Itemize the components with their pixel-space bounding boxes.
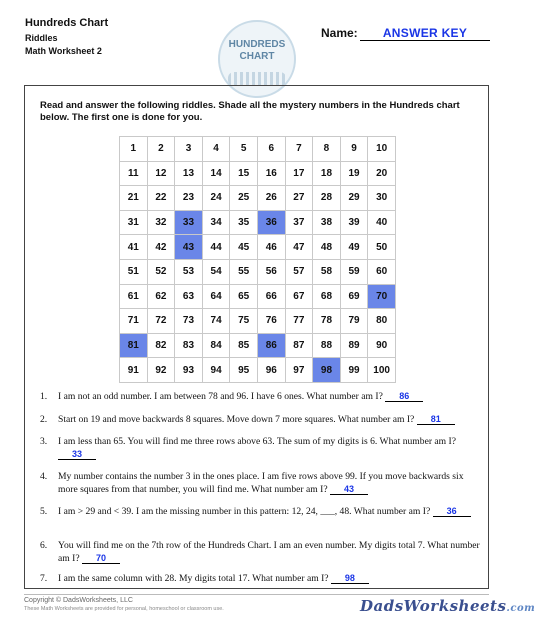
riddle-item: [40, 414, 480, 427]
grid-row: [120, 358, 396, 383]
name-label: Name:: [321, 26, 358, 40]
grid-cell-25[interactable]: 25: [230, 186, 258, 211]
grid-cell-17[interactable]: 17: [285, 161, 313, 186]
grid-cell-94[interactable]: 94: [202, 358, 230, 383]
answer-field[interactable]: 70: [82, 553, 120, 564]
riddle-text: I am not an odd number. I am between 78 and 96. I have 6 ones. What number am I?: [58, 391, 383, 402]
riddle-number: 5.: [40, 506, 48, 517]
riddle-text: You will find me on the 7th row of the Hundreds Chart. I am an even number. My digits total 7. What number am I?: [58, 540, 480, 564]
grid-cell-46[interactable]: 46: [257, 235, 285, 260]
grid-cell-85[interactable]: 85: [230, 333, 258, 358]
grid-cell-15[interactable]: 15: [230, 161, 258, 186]
riddle-item: [40, 471, 480, 496]
grid-cell-28[interactable]: 28: [313, 186, 341, 211]
grid-cell-81[interactable]: 81: [120, 333, 148, 358]
grid-row: [120, 259, 396, 284]
grid-cell-74[interactable]: 74: [202, 309, 230, 334]
grid-cell-76[interactable]: 76: [257, 309, 285, 334]
grid-cell-29[interactable]: 29: [340, 186, 368, 211]
answer-field[interactable]: 36: [433, 506, 471, 517]
grid-cell-42[interactable]: 42: [147, 235, 175, 260]
grid-cell-40[interactable]: 40: [368, 210, 396, 235]
grid-cell-53[interactable]: 53: [175, 259, 203, 284]
grid-cell-77[interactable]: 77: [285, 309, 313, 334]
grid-cell-3[interactable]: 3: [175, 137, 203, 162]
grid-cell-16[interactable]: 16: [257, 161, 285, 186]
grid-cell-11[interactable]: 11: [120, 161, 148, 186]
grid-row: [120, 186, 396, 211]
grid-cell-27[interactable]: 27: [285, 186, 313, 211]
grid-cell-4[interactable]: 4: [202, 137, 230, 162]
grid-cell-22[interactable]: 22: [147, 186, 175, 211]
worksheet-subtitle: Riddles: [25, 33, 58, 43]
grid-row: [120, 284, 396, 309]
grid-cell-69[interactable]: 69: [340, 284, 368, 309]
grid-cell-99[interactable]: 99: [340, 358, 368, 383]
grid-cell-47[interactable]: 47: [285, 235, 313, 260]
grid-cell-82[interactable]: 82: [147, 333, 175, 358]
grid-cell-45[interactable]: 45: [230, 235, 258, 260]
grid-cell-31[interactable]: 31: [120, 210, 148, 235]
footer-divider: [24, 594, 489, 595]
grid-cell-66[interactable]: 66: [257, 284, 285, 309]
riddle-text: I am the same column with 28. My digits total 17. What number am I?: [58, 573, 329, 584]
grid-cell-70[interactable]: 70: [368, 284, 396, 309]
riddle-number: 2.: [40, 414, 48, 425]
grid-cell-79[interactable]: 79: [340, 309, 368, 334]
grid-cell-89[interactable]: 89: [340, 333, 368, 358]
grid-cell-39[interactable]: 39: [340, 210, 368, 235]
grid-cell-52[interactable]: 52: [147, 259, 175, 284]
riddle-number: 4.: [40, 471, 48, 482]
brand-name-rest: Worksheets: [403, 597, 507, 615]
grid-cell-30[interactable]: 30: [368, 186, 396, 211]
riddle-item: [40, 391, 480, 404]
riddle-number: 3.: [40, 436, 48, 447]
grid-cell-35[interactable]: 35: [230, 210, 258, 235]
grid-cell-19[interactable]: 19: [340, 161, 368, 186]
grid-cell-21[interactable]: 21: [120, 186, 148, 211]
grid-cell-43[interactable]: 43: [175, 235, 203, 260]
riddle-text: I am less than 65. You will find me three rows above 63. The sum of my digits is 6. What number am I?: [58, 436, 456, 447]
grid-cell-49[interactable]: 49: [340, 235, 368, 260]
grid-cell-75[interactable]: 75: [230, 309, 258, 334]
grid-cell-95[interactable]: 95: [230, 358, 258, 383]
riddle-item: [40, 506, 480, 519]
grid-cell-38[interactable]: 38: [313, 210, 341, 235]
grid-cell-13[interactable]: 13: [175, 161, 203, 186]
grid-cell-61[interactable]: 61: [120, 284, 148, 309]
grid-cell-83[interactable]: 83: [175, 333, 203, 358]
grid-cell-23[interactable]: 23: [175, 186, 203, 211]
grid-cell-2[interactable]: 2: [147, 137, 175, 162]
grid-cell-86[interactable]: 86: [257, 333, 285, 358]
grid-cell-36[interactable]: 36: [257, 210, 285, 235]
grid-cell-92[interactable]: 92: [147, 358, 175, 383]
grid-cell-88[interactable]: 88: [313, 333, 341, 358]
grid-cell-5[interactable]: 5: [230, 137, 258, 162]
brand-logo: [360, 597, 535, 615]
riddle-text: Start on 19 and move backwards 8 squares. Move down 7 more squares. What number am I?: [58, 414, 415, 425]
grid-cell-72[interactable]: 72: [147, 309, 175, 334]
grid-cell-26[interactable]: 26: [257, 186, 285, 211]
grid-cell-91[interactable]: 91: [120, 358, 148, 383]
brand-tld: .com: [506, 603, 535, 614]
grid-cell-58[interactable]: 58: [313, 259, 341, 284]
name-value: ANSWER KEY: [382, 26, 468, 40]
instructions: Read and answer the following riddles. Shade all the mystery numbers in the Hundreds chart below. The first one is done for you.: [40, 100, 460, 123]
riddle-item: [40, 540, 480, 565]
answer-field[interactable]: 86: [385, 391, 423, 402]
grid-cell-67[interactable]: 67: [285, 284, 313, 309]
grid-cell-73[interactable]: 73: [175, 309, 203, 334]
grid-cell-20[interactable]: 20: [368, 161, 396, 186]
grid-cell-12[interactable]: 12: [147, 161, 175, 186]
grid-cell-8[interactable]: 8: [313, 137, 341, 162]
grid-cell-90[interactable]: 90: [368, 333, 396, 358]
riddle-number: 1.: [40, 391, 48, 402]
grid-cell-6[interactable]: 6: [257, 137, 285, 162]
grid-cell-84[interactable]: 84: [202, 333, 230, 358]
hundreds-chart-grid: [119, 136, 396, 383]
grid-row: [120, 309, 396, 334]
grid-cell-1[interactable]: 1: [120, 137, 148, 162]
answer-field[interactable]: 81: [417, 414, 455, 425]
brand-name: Dads: [360, 597, 404, 615]
grid-cell-54[interactable]: 54: [202, 259, 230, 284]
grid-cell-93[interactable]: 93: [175, 358, 203, 383]
grid-cell-55[interactable]: 55: [230, 259, 258, 284]
worksheet-number: Math Worksheet 2: [25, 46, 102, 56]
grid-cell-7[interactable]: 7: [285, 137, 313, 162]
grid-row: [120, 333, 396, 358]
grid-cell-71[interactable]: 71: [120, 309, 148, 334]
grid-row: [120, 137, 396, 162]
worksheet-title: Hundreds Chart: [25, 17, 109, 29]
logo-line2: CHART: [239, 51, 275, 62]
grid-cell-78[interactable]: 78: [313, 309, 341, 334]
grid-cell-98[interactable]: 98: [313, 358, 341, 383]
grid-cell-41[interactable]: 41: [120, 235, 148, 260]
answer-field[interactable]: 43: [330, 484, 368, 495]
riddle-text: I am > 29 and < 39. I am the missing number in this pattern: 12, 24, ___, 48. What number am I?: [58, 506, 431, 517]
logo-line1: HUNDREDS: [228, 39, 286, 50]
grid-cell-62[interactable]: 62: [147, 284, 175, 309]
grid-cell-9[interactable]: 9: [340, 137, 368, 162]
logo-decoration: [228, 72, 286, 86]
grid-row: [120, 210, 396, 235]
grid-cell-57[interactable]: 57: [285, 259, 313, 284]
grid-cell-68[interactable]: 68: [313, 284, 341, 309]
copyright: Copyright © DadsWorksheets, LLC: [24, 597, 133, 604]
grid-cell-51[interactable]: 51: [120, 259, 148, 284]
riddle-number: 7.: [40, 573, 48, 584]
disclaimer: These Math Worksheets are provided for personal, homeschool or classroom use.: [24, 606, 224, 612]
grid-row: [120, 235, 396, 260]
riddle-item: [40, 436, 480, 461]
grid-cell-24[interactable]: 24: [202, 186, 230, 211]
grid-cell-18[interactable]: 18: [313, 161, 341, 186]
grid-cell-64[interactable]: 64: [202, 284, 230, 309]
grid-cell-32[interactable]: 32: [147, 210, 175, 235]
riddle-item: [40, 573, 480, 586]
grid-cell-50[interactable]: 50: [368, 235, 396, 260]
grid-cell-96[interactable]: 96: [257, 358, 285, 383]
riddle-text: My number contains the number 3 in the ones place. I am five rows above 99. If you move backwards six more squares from that number, you will find me. What number am I?: [58, 471, 464, 495]
grid-cell-87[interactable]: 87: [285, 333, 313, 358]
grid-cell-33[interactable]: 33: [175, 210, 203, 235]
grid-cell-14[interactable]: 14: [202, 161, 230, 186]
grid-cell-10[interactable]: 10: [368, 137, 396, 162]
grid-cell-97[interactable]: 97: [285, 358, 313, 383]
grid-row: [120, 161, 396, 186]
grid-cell-80[interactable]: 80: [368, 309, 396, 334]
grid-cell-34[interactable]: 34: [202, 210, 230, 235]
answer-field[interactable]: 98: [331, 573, 369, 584]
grid-cell-59[interactable]: 59: [340, 259, 368, 284]
grid-cell-60[interactable]: 60: [368, 259, 396, 284]
grid-cell-100[interactable]: 100: [368, 358, 396, 383]
grid-cell-63[interactable]: 63: [175, 284, 203, 309]
grid-cell-56[interactable]: 56: [257, 259, 285, 284]
grid-cell-37[interactable]: 37: [285, 210, 313, 235]
name-field: [360, 24, 490, 41]
answer-field[interactable]: 33: [58, 449, 96, 460]
grid-cell-44[interactable]: 44: [202, 235, 230, 260]
riddle-number: 6.: [40, 540, 48, 551]
grid-cell-48[interactable]: 48: [313, 235, 341, 260]
grid-cell-65[interactable]: 65: [230, 284, 258, 309]
